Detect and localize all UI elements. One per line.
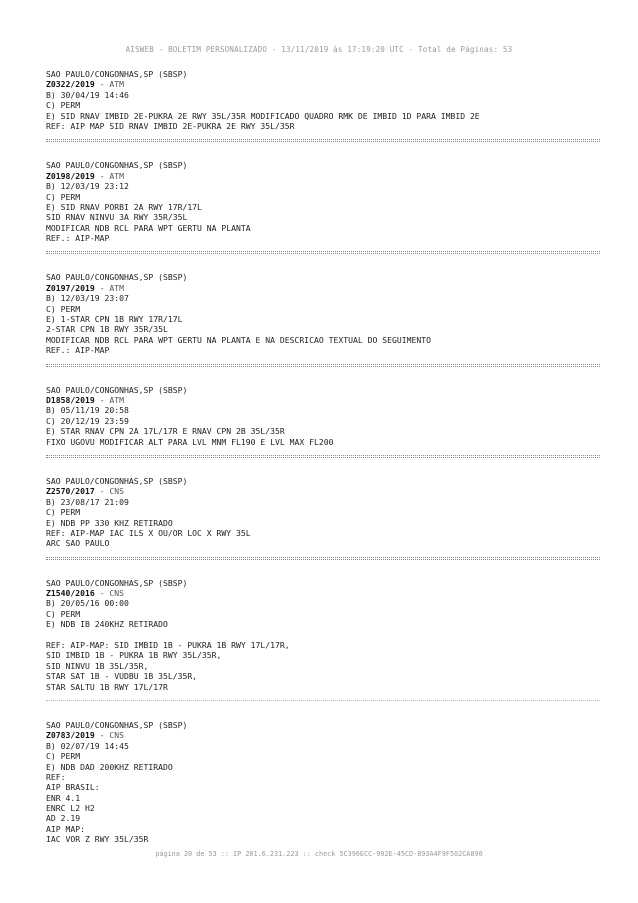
notam-location: SAO PAULO/CONGONHAS,SP (SBSP) bbox=[46, 577, 188, 588]
notam-field-line: B) 23/08/17 21:09 bbox=[46, 496, 129, 507]
notam-entry bbox=[46, 272, 600, 355]
notam-blank-line bbox=[46, 630, 600, 640]
notam-id: Z0783/2019 bbox=[46, 730, 95, 741]
notam-field-line: REF: AIP MAP SID RNAV IMBID 2E-PUKRA 2E RWY 35L/35R bbox=[46, 120, 295, 131]
notam-field-line: SID NINVU 1B 35L/35R, bbox=[46, 660, 149, 671]
notam-field-line: STAR SALTU 1B RWY 17L/17R bbox=[46, 681, 168, 692]
notam-field-line: FIXO UGOVU MODIFICAR ALT PARA LVL MNM FL190 E LVL MAX FL200 bbox=[46, 436, 334, 447]
notam-entry bbox=[46, 578, 600, 692]
notam-field-line: AD 2.19 bbox=[46, 813, 81, 824]
notam-id-separator: - bbox=[94, 170, 110, 181]
notam-field-line: E) SID RNAV IMBID 2E-PUKRA 2E RWY 35L/35R MODIFICADO QUADRO RMK DE IMBID 1D PARA IMBID 2E bbox=[46, 110, 480, 121]
notam-field-line: ARC SAO PAULO bbox=[46, 538, 110, 549]
notam-field-line: REF: AIP-MAP: SID IMBID 1B - PUKRA 1B RWY 17L/17R, bbox=[46, 640, 290, 651]
notam-location: SAO PAULO/CONGONHAS,SP (SBSP) bbox=[46, 69, 188, 79]
notam-field-line: B) 05/11/19 20:58 bbox=[46, 405, 129, 416]
notam-id: Z0198/2019 bbox=[46, 170, 95, 181]
notam-field-line: REF.: AIP-MAP bbox=[46, 345, 110, 356]
notam-field-line: ENR 4.1 bbox=[46, 792, 81, 803]
notam-location: SAO PAULO/CONGONHAS,SP (SBSP) bbox=[46, 475, 188, 486]
notam-category: ATM bbox=[109, 394, 124, 405]
notam-id: Z2570/2017 bbox=[46, 486, 95, 497]
notam-category: CNS bbox=[109, 486, 124, 497]
notam-entry bbox=[46, 720, 600, 845]
notam-entry bbox=[46, 385, 600, 447]
notam-id-line bbox=[46, 171, 600, 181]
notam-category: ATM bbox=[109, 79, 124, 90]
notam-field-line: C) PERM bbox=[46, 303, 81, 314]
notam-field-line: C) PERM bbox=[46, 191, 81, 202]
notam-field-line: B) 20/05/16 00:00 bbox=[46, 598, 129, 609]
entry-divider bbox=[46, 251, 600, 254]
notam-field-line: C) PERM bbox=[46, 507, 81, 518]
notam-field-line: B) 12/03/19 23:12 bbox=[46, 181, 129, 192]
notam-field-line: REF.: AIP-MAP bbox=[46, 233, 110, 244]
notam-field-line: B) 30/04/19 14:46 bbox=[46, 89, 129, 100]
notam-field-line: MODIFICAR NDB RCL PARA WPT GERTU NA PLANTA E NA DESCRICAO TEXTUAL DO SEGUIMENTO bbox=[46, 334, 431, 345]
notam-location: SAO PAULO/CONGONHAS,SP (SBSP) bbox=[46, 272, 188, 283]
notam-location: SAO PAULO/CONGONHAS,SP (SBSP) bbox=[46, 160, 188, 171]
notam-category: CNS bbox=[109, 588, 124, 599]
notam-field-line: E) NDB IB 240KHZ RETIRADO bbox=[46, 619, 168, 630]
notam-category: ATM bbox=[109, 282, 124, 293]
notam-entry bbox=[46, 69, 600, 131]
notam-field-line: C) PERM bbox=[46, 100, 81, 111]
notam-field-line: C) PERM bbox=[46, 751, 81, 762]
notam-field-line: C) 20/12/19 23:59 bbox=[46, 415, 129, 426]
notam-location: SAO PAULO/CONGONHAS,SP (SBSP) bbox=[46, 719, 188, 730]
notam-field-line: B) 12/03/19 23:07 bbox=[46, 293, 129, 304]
notam-category: ATM bbox=[109, 170, 124, 181]
entry-divider bbox=[46, 557, 600, 560]
notam-field-line: AIP MAP: bbox=[46, 823, 85, 834]
notam-field-line: ENRC L2 H2 bbox=[46, 803, 95, 814]
notam-field-line: 2-STAR CPN 1B RWY 35R/35L bbox=[46, 324, 168, 335]
notam-id-line bbox=[46, 79, 600, 89]
notam-field-line: E) NDB PP 330 KHZ RETIRADO bbox=[46, 517, 173, 528]
report-header: AISWEB - BOLETIM PERSONALIZADO - 13/11/2019 às 17:19:20 UTC - Total de Páginas: 53 bbox=[125, 45, 513, 54]
notam-field-line: IAC VOR Z RWY 35L/35R bbox=[46, 834, 149, 845]
notam-entry bbox=[46, 476, 600, 549]
entry-divider bbox=[46, 700, 600, 702]
notam-id-line bbox=[46, 395, 600, 405]
notam-field-line: E) NDB DAD 200KHZ RETIRADO bbox=[46, 761, 173, 772]
notam-id-line bbox=[46, 730, 600, 740]
notam-field-line: E) SID RNAV PORBI 2A RWY 17R/17L bbox=[46, 201, 202, 212]
entry-divider bbox=[46, 364, 600, 367]
entry-divider bbox=[46, 455, 600, 458]
notam-field-line: C) PERM bbox=[46, 608, 81, 619]
notam-id-line bbox=[46, 486, 600, 496]
notam-id: Z1540/2016 bbox=[46, 588, 95, 599]
notam-field-line: E) STAR RNAV CPN 2A 17L/17R E RNAV CPN 2B 35L/35R bbox=[46, 426, 285, 437]
notam-location: SAO PAULO/CONGONHAS,SP (SBSP) bbox=[46, 384, 188, 395]
notam-entry bbox=[46, 160, 600, 243]
notam-field-line: REF: AIP-MAP IAC ILS X OU/OR LOC X RWY 35L bbox=[46, 527, 251, 538]
page-footer: página 20 de 53 :: IP 201.6.231.223 :: check 5C396ECC-902E-45CD-893A4F9F502CA890 bbox=[155, 850, 483, 858]
notam-field-line: SID RNAV NINVU 3A RWY 35R/35L bbox=[46, 212, 188, 223]
notam-field-line: MODIFICAR NDB RCL PARA WPT GERTU NA PLANTA bbox=[46, 222, 251, 233]
notam-category: CNS bbox=[109, 730, 124, 741]
notam-field-line: REF: bbox=[46, 771, 66, 782]
notam-id-line bbox=[46, 588, 600, 598]
notam-id: D1858/2019 bbox=[46, 394, 95, 405]
notam-id: Z0197/2019 bbox=[46, 282, 95, 293]
notam-field-line: SID IMBID 1B - PUKRA 1B RWY 35L/35R, bbox=[46, 650, 222, 661]
notam-list bbox=[46, 69, 600, 845]
entry-divider bbox=[46, 139, 600, 142]
notam-id: Z0322/2019 bbox=[46, 79, 95, 90]
notam-id-separator: - bbox=[94, 282, 110, 293]
notam-id-line bbox=[46, 283, 600, 293]
notam-field-line: STAR SAT 1B - VUDBU 1B 35L/35R, bbox=[46, 671, 198, 682]
notam-field-line: AIP BRASIL: bbox=[46, 782, 100, 793]
notam-id-separator: - bbox=[94, 79, 110, 90]
notam-field-line: B) 02/07/19 14:45 bbox=[46, 740, 129, 751]
notam-field-line: E) 1-STAR CPN 1B RWY 17R/17L bbox=[46, 314, 183, 325]
notam-id-separator: - bbox=[94, 730, 110, 741]
notam-id-separator: - bbox=[94, 486, 110, 497]
notam-id-separator: - bbox=[94, 394, 110, 405]
notam-id-separator: - bbox=[94, 588, 110, 599]
